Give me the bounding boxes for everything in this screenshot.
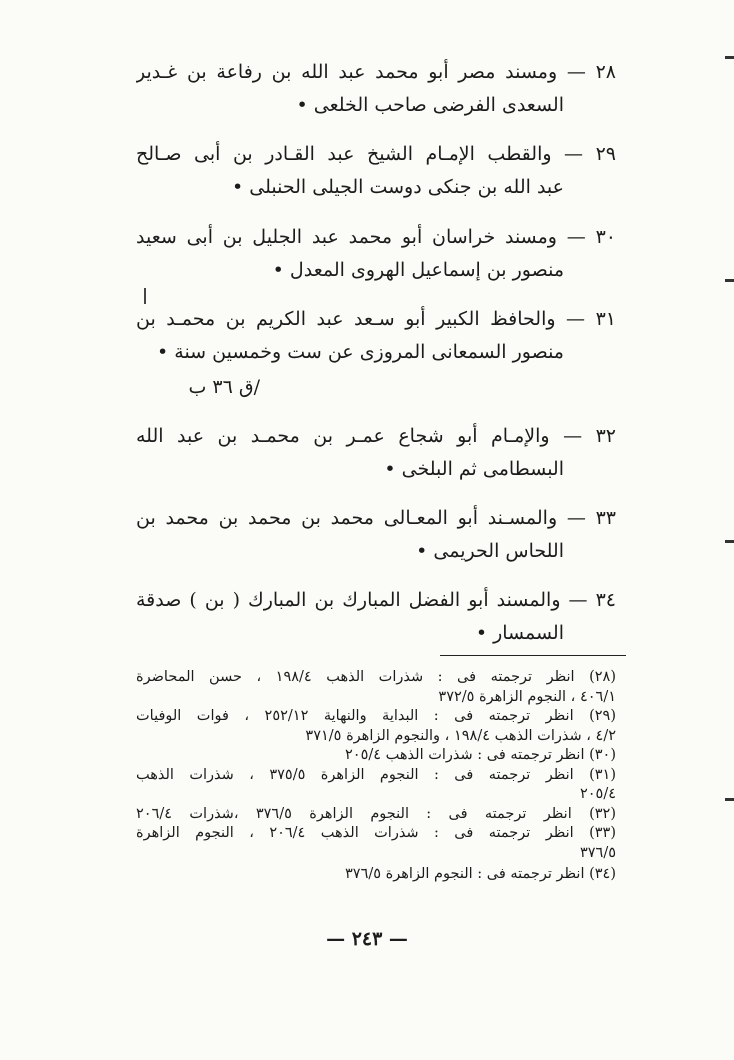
entry-continuation: السمسار • (475, 622, 564, 644)
footnote-line: ٣٧٦/٥ (579, 844, 616, 861)
manuscript-folio-marker: /ق ٣٦ ب (188, 376, 260, 398)
footnote-34 (136, 865, 616, 885)
entry-34 (136, 584, 616, 650)
entry-30 (136, 221, 616, 287)
entry-continuation: البسطامى ثم البلخى • (384, 458, 564, 480)
entry-line: ٣٣ — والمسـند أبو المعـالى محمد بن محمد بن محمد بن (136, 507, 616, 529)
entry-line: ٣١ — والحافظ الكبير أبو سـعد عبد الكريم بن محمـد بن (136, 308, 616, 330)
scan-edge-mark (725, 798, 734, 801)
entry-number: ٢٨ (595, 61, 616, 83)
scan-edge-mark (725, 279, 734, 282)
entry-text: والحافظ الكبير أبو سـعد عبد الكريم بن محمـد بن (136, 308, 556, 330)
scan-edge-mark (725, 540, 734, 543)
footnote-32 (136, 805, 616, 825)
entry-line: ٢٩ — والقطب الإمـام الشيخ عبد القـادر بن أبى صـالح (136, 143, 616, 165)
entry-line: ٣٠ — ومسند خراسان أبو محمد عبد الجليل بن أبى سعيد (136, 226, 616, 248)
scan-tick-mark (144, 288, 146, 304)
footnote-line: (٢٨) انظر ترجمته فى : شذرات الذهب ١٩٨/٤ ، حسن المحاضرة (136, 669, 616, 685)
entry-continuation: اللحاس الحريمى • (416, 540, 564, 562)
entry-continuation: عبد الله بن جنكى دوست الجيلى الحنبلى • (232, 176, 564, 198)
footnote-line: ٤٠٦/١ ، النجوم الزاهرة ٣٧٢/٥ (438, 688, 616, 705)
footnote-30 (136, 746, 616, 766)
entry-32 (136, 420, 616, 486)
entry-text: والمسـند أبو المعـالى محمد بن محمد بن محمد بن (136, 507, 558, 529)
entry-line: ٢٨ — ومسند مصر أبو محمد عبد الله بن رفاعة بن غـدير (136, 61, 616, 83)
footnote-line: (٣٤) انظر ترجمته فى : النجوم الزاهرة ٣٧٦/٥ (345, 866, 616, 882)
entry-31 (136, 303, 616, 369)
entry-line: ٣٢ — والإمـام أبو شجاع عمـر بن محمـد بن عبد الله (136, 425, 616, 447)
footnote-line: ٤/٢ ، شذرات الذهب ١٩٨/٤ ، والنجوم الزاهرة ٣٧١/٥ (305, 727, 616, 744)
entry-continuation: السعدى الفرضى صاحب الخلعى • (296, 94, 564, 116)
footnote-33 (136, 824, 616, 863)
entry-text: والمسند أبو الفضل المبارك بن المبارك ( بن ) صدقة (136, 589, 561, 611)
entry-33 (136, 502, 616, 568)
page-number: — ٢٤٣ — (326, 928, 408, 950)
footnote-31 (136, 766, 616, 805)
entry-text: ومسند مصر أبو محمد عبد الله بن رفاعة بن غـدير (136, 61, 558, 83)
entry-29 (136, 138, 616, 204)
entry-number: ٢٩ (595, 143, 616, 165)
entry-28 (136, 56, 616, 122)
entry-text: والإمـام أبو شجاع عمـر بن محمـد بن عبد الله (136, 425, 550, 447)
footnotes (136, 668, 616, 885)
entry-continuation: منصور السمعانى المروزى عن ست وخمسين سنة • (157, 341, 564, 363)
entry-text: ومسند خراسان أبو محمد عبد الجليل بن أبى سعيد (136, 226, 557, 248)
footnote-line: (٣٢) انظر ترجمته فى : النجوم الزاهرة ٣٧٦/٥ ،شذرات ٢٠٦/٤ (136, 805, 616, 822)
footnote-divider (440, 655, 626, 656)
entry-text: والقطب الإمـام الشيخ عبد القـادر بن أبى صـالح (136, 143, 552, 165)
entry-number: ٣٤ (595, 589, 616, 611)
footnote-28 (136, 668, 616, 707)
entry-number: ٣٢ (595, 425, 616, 447)
footnote-line: (٣١) انظر ترجمته فى : النجوم الزاهرة ٣٧٥/٥ ، شذرات الذهب (136, 766, 616, 783)
scan-edge-mark (725, 56, 734, 59)
footnote-line: (٢٩) انظر ترجمته فى : البداية والنهاية ٢٥٢/١٢ ، فوات الوفيات (136, 708, 616, 724)
entry-number: ٣٣ (595, 507, 616, 529)
entry-continuation: منصور بن إسماعيل الهروى المعدل • (272, 259, 564, 281)
footnote-line: (٣٠) انظر ترجمته فى : شذرات الذهب ٢٠٥/٤ (345, 747, 616, 763)
footnote-line: (٣٣) انظر ترجمته فى : شذرات الذهب ٢٠٦/٤ ، النجوم الزاهرة (136, 825, 616, 841)
footnote-line: ٢٠٥/٤ (579, 786, 616, 802)
entry-line: ٣٤ — والمسند أبو الفضل المبارك بن المبارك ( بن ) صدقة (136, 589, 616, 611)
entry-number: ٣٠ (595, 226, 616, 248)
entry-number: ٣١ (595, 308, 616, 330)
footnote-29 (136, 707, 616, 746)
